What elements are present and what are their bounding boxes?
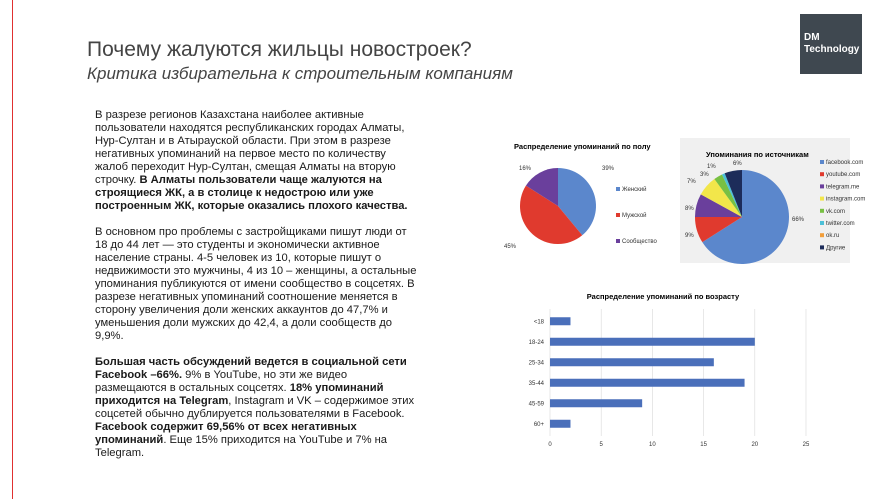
body-text: [95, 109, 420, 473]
age-x-tick-label: 15: [700, 442, 707, 448]
age-category-label: 18-24: [528, 339, 544, 346]
sources-data-label: 9%: [685, 233, 694, 239]
age-x-tick-label: 10: [649, 442, 656, 448]
brand-line1: DM: [804, 32, 820, 43]
accent-line: [12, 0, 13, 499]
sources-legend-label: telegram.me: [826, 184, 860, 191]
gender-legend-label: Мужской: [622, 213, 647, 219]
age-bar-60: [550, 420, 570, 428]
sources-data-label: 3%: [700, 172, 709, 178]
age-chart: [508, 285, 818, 448]
page-title: Почему жалуются жильцы новостроек?: [87, 38, 472, 61]
paragraph-negative: [95, 421, 420, 460]
sources-bold-1: Большая часть обсуждений ведется в социальной сети Facebook –66%.: [95, 356, 407, 381]
age-x-tick-label: 20: [751, 442, 759, 448]
brand-logo: [800, 14, 862, 74]
age-x-tick-label: 25: [802, 442, 810, 448]
gender-legend-swatch: [616, 213, 620, 217]
regions-bold: В Алматы пользователи чаще жалуются на строящиеся ЖК, а в столице к недострою или уже построенным ЖК, которые оказались плохого качества.: [95, 174, 408, 212]
sources-data-label: 66%: [792, 217, 805, 223]
gender-legend-label: Женский: [622, 187, 647, 193]
age-bar-35-44: [550, 379, 745, 387]
gender-data-label: 39%: [602, 166, 615, 172]
age-bar-45-59: [550, 399, 642, 407]
age-category-label: <18: [533, 319, 544, 326]
sources-legend-label: vk.com: [826, 208, 846, 215]
age-category-label: 25-34: [528, 360, 544, 367]
paragraph-regions: [95, 109, 420, 213]
gender-legend-label: Сообщество: [622, 239, 657, 245]
sources-data-label: 8%: [685, 206, 694, 212]
sources-legend-swatch: [820, 221, 824, 225]
age-chart-title: Распределение упоминаний по возрасту: [586, 292, 740, 301]
sources-chart-title: Упоминания по источникам: [706, 150, 809, 159]
gender-legend-swatch: [616, 239, 620, 243]
age-bar-25-34: [550, 358, 714, 366]
sources-text-2: , Instagram и VK – содержимое этих соцсетей обычно дублируется пользователями в Facebook.: [95, 395, 415, 420]
negative-text: . Еще 15% приходится на YouTube и 7% на Telegram.: [95, 434, 388, 459]
age-category-label: 45-59: [528, 401, 544, 408]
sources-data-label: 6%: [733, 161, 742, 167]
sources-legend-label: twitter.com: [826, 221, 855, 227]
sources-legend-label: instagram.com: [826, 196, 866, 203]
age-bar-18: [550, 317, 570, 325]
paragraph-sources: [95, 356, 420, 421]
sources-chart: [680, 138, 866, 263]
gender-chart: [500, 138, 670, 263]
brand-line2: Technology: [804, 44, 860, 55]
gender-data-label: 16%: [519, 166, 532, 172]
sources-legend-label: ok.ru: [826, 233, 840, 240]
age-x-tick-label: 5: [599, 442, 603, 448]
gender-data-label: 45%: [504, 244, 517, 250]
age-category-label: 35-44: [528, 380, 544, 387]
age-bar-18-24: [550, 338, 755, 346]
negative-bold: Facebook содержит 69,56% от всех негативных упоминаний: [95, 421, 357, 446]
sources-data-label: 7%: [687, 179, 696, 185]
regions-text: В разрезе регионов Казахстана наиболее активные пользователи находятся республиканских городах Алматы, Нур-Султан и в Атырауской области. При этом в разрезе негативных упоминаний на первое место по количеству жалоб переходит Нур-Султан, смещая Алматы на вторую строчку.: [95, 109, 405, 186]
sources-legend-label: facebook.com: [826, 160, 864, 166]
sources-legend-swatch: [820, 209, 824, 213]
gender-legend-swatch: [616, 187, 620, 191]
sources-legend-label: Другие: [826, 245, 846, 252]
sources-legend-swatch: [820, 233, 824, 237]
sources-bold-2: 18% упоминаний приходится на Telegram: [95, 382, 384, 407]
sources-legend-label: youtube.com: [826, 172, 861, 179]
page-subtitle: Критика избирательна к строительным компаниям: [87, 64, 513, 83]
paragraph-age: В основном про проблемы с застройщиками пишут люди от 18 до 44 лет — это студенты и экономически активное население страны. 4-5 человек из 10, которые пишут о недвижимости это мужчины, 4 из 10 – женщины, а остальные упоминания публикуются от имени сообщество в соцсетях. В разрезе негативных упоминаний соотношение меняется в сторону увеличения доли женских аккаунтов до 47,7% и уменьшения доли мужских до 42,4, а доли сообществ до 9,9%.: [95, 226, 417, 342]
sources-legend-swatch: [820, 245, 824, 249]
age-category-label: 60+: [533, 421, 544, 428]
sources-text-1: 9% в YouTube, но эти же видео размещаются в остальных соцсетях.: [95, 369, 348, 394]
sources-legend-swatch: [820, 160, 824, 164]
sources-data-label: 1%: [707, 164, 716, 170]
sources-legend-swatch: [820, 197, 824, 201]
age-x-tick-label: 0: [548, 442, 552, 448]
gender-chart-title: Распределение упоминаний по полу: [514, 142, 651, 151]
sources-legend-swatch: [820, 172, 824, 176]
sources-legend-swatch: [820, 184, 824, 188]
